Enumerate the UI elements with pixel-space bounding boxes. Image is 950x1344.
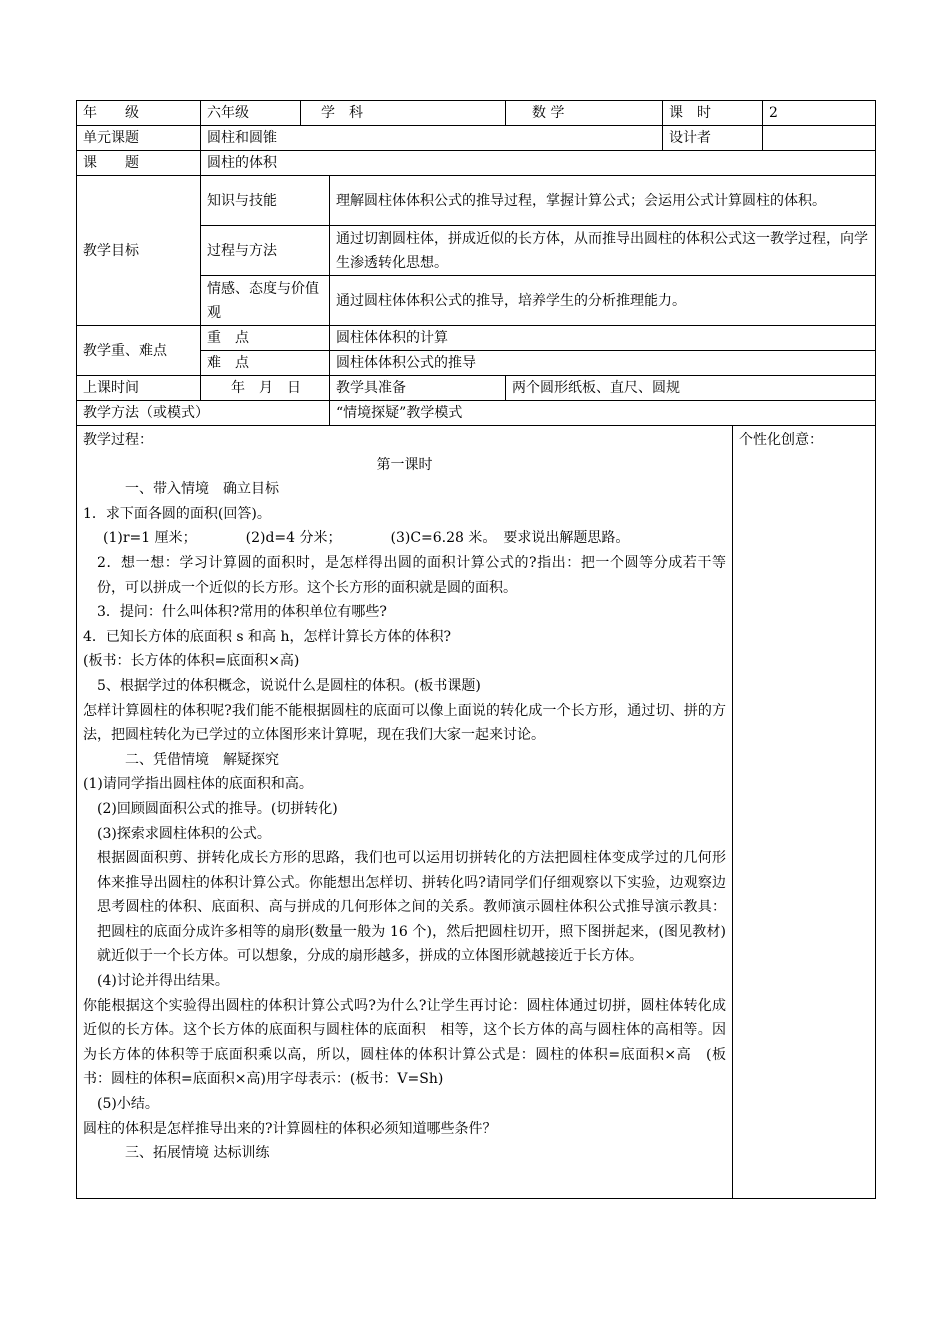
section-heading-3: 三、拓展情境 达标训练 — [125, 1145, 270, 1162]
process-line: 2．想一想：学习计算圆的面积时，是怎样得出圆的面积计算公式的?指出：把一个圆等分成若干等份，可以拼成一个近似的长方形。这个长方形的面积就是圆的面积。 — [97, 554, 726, 596]
topic-value: 圆柱的体积 — [201, 151, 876, 176]
objective-name-1: 知识与技能 — [201, 176, 330, 226]
process-line: 5、根据学过的体积概念，说说什么是圆柱的体积。(板书课题) — [97, 677, 481, 694]
creative-notes-cell — [733, 426, 876, 1199]
period-label-text: 课 时 — [669, 105, 711, 121]
key-point-label-text: 重 点 — [207, 330, 249, 346]
topic-label: 课 题 — [77, 151, 201, 176]
designer-label: 设计者 — [663, 126, 763, 151]
subject-value-text: 数 学 — [532, 105, 565, 121]
process-line: 根据圆面积剪、拼转化成长方形的思路，我们也可以运用切拼转化的方法把圆柱体变成学过的几何形体来推导出圆柱的体积计算公式。你能想出怎样切、拼转化吗?请同学们仔细观察以下实验，边观察边思考圆柱的体积、底面积、高与拼成的几何形体之间的关系。教师演示圆柱体积公式推导演示教具：把圆柱的底面分成许多相等的扇形(数量一般为 16 个)，然后把圆柱切开，照下图拼起来，(图见教材)就近似于一个长方体。可以想象，分成的扇形越多，拼成的立体图形就越接近于长方体。 — [97, 850, 726, 965]
difficult-point-label: 难 点 — [201, 351, 330, 376]
objective-name-2: 过程与方法 — [201, 226, 330, 276]
objective-text-3: 通过圆柱体体积公式的推导，培养学生的分析推理能力。 — [330, 276, 876, 326]
process-line: 3．提问：什么叫体积?常用的体积单位有哪些? — [97, 604, 387, 621]
process-line: (5)小结。 — [97, 1096, 159, 1113]
topic-row — [77, 151, 876, 176]
focus-label: 教学重、难点 — [77, 326, 201, 376]
process-row — [77, 426, 876, 1199]
process-line: (1)请同学指出圆柱体的底面积和高。 — [83, 776, 313, 793]
time-label: 上课时间 — [77, 376, 201, 401]
process-line: (3)探索求圆柱体积的公式。 — [97, 825, 271, 842]
objective-text-1: 理解圆柱体体积公式的推导过程，掌握计算公式；会运用公式计算圆柱的体积。 — [330, 176, 876, 226]
tools-value: 两个圆形纸板、直尺、圆规 — [506, 376, 876, 401]
subject-label-text: 学 科 — [321, 105, 363, 121]
objectives-label: 教学目标 — [77, 176, 201, 326]
tools-label: 教学具准备 — [330, 376, 506, 401]
process-line: (1)r=1 厘米； (2)d=4 分米； (3)C=6.28 米。 要求说出解题思路。 — [103, 530, 630, 547]
schedule-row — [77, 376, 876, 401]
objective-row-1 — [77, 176, 876, 226]
difficult-point-value: 圆柱体体积公式的推导 — [330, 351, 876, 376]
time-value — [201, 376, 330, 401]
objective-text-2: 通过切割圆柱体，拼成近似的长方体，从而推导出圆柱的体积公式这一教学过程，向学生渗透转化思想。 — [330, 226, 876, 276]
period-value: 2 — [763, 101, 876, 126]
process-line: (2)回顾圆面积公式的推导。(切拼转化) — [97, 800, 338, 817]
unit-label: 单元课题 — [77, 126, 201, 151]
key-point-label — [201, 326, 330, 351]
designer-value — [763, 126, 876, 151]
section-heading-1: 一、带入情境 确立目标 — [125, 481, 279, 498]
process-line: 4．已知长方体的底面积 s 和高 h，怎样计算长方体的体积? — [83, 628, 451, 645]
process-cell — [77, 426, 733, 1199]
lesson-plan-table — [76, 100, 876, 1199]
objective-name-3: 情感、态度与价值观 — [201, 276, 330, 326]
subject-value — [506, 101, 663, 126]
method-label: 教学方法（或模式） — [77, 401, 330, 426]
unit-row — [77, 126, 876, 151]
time-value-text: 年 月 日 — [231, 380, 301, 396]
grade-label: 年 级 — [77, 101, 201, 126]
section-heading-2: 二、凭借情境 解疑探究 — [125, 751, 279, 768]
key-point-value: 圆柱体体积的计算 — [330, 326, 876, 351]
key-point-row — [77, 326, 876, 351]
creative-notes-label: 个性化创意： — [739, 432, 823, 448]
process-line: (4)讨论并得出结果。 — [97, 973, 229, 990]
grade-value: 六年级 — [201, 101, 301, 126]
method-value: “情境探疑”教学模式 — [330, 401, 876, 426]
grade-row — [77, 101, 876, 126]
process-line: 1．求下面各圆的面积(回答)。 — [83, 505, 271, 522]
unit-value: 圆柱和圆锥 — [201, 126, 663, 151]
lesson-title: 第一课时 — [376, 456, 433, 473]
process-label: 教学过程： — [83, 432, 153, 448]
process-line: 怎样计算圆柱的体积呢?我们能不能根据圆柱的底面可以像上面说的转化成一个长方形，通过切、拼的方法，把圆柱转化为已学过的立体图形来计算呢，现在我们大家一起来讨论。 — [83, 702, 726, 744]
process-line: (板书：长方体的体积=底面积×高) — [83, 653, 300, 670]
period-label — [663, 101, 763, 126]
subject-label — [301, 101, 506, 126]
process-line: 圆柱的体积是怎样推导出来的?计算圆柱的体积必须知道哪些条件？ — [83, 1120, 497, 1137]
method-row — [77, 401, 876, 426]
process-line: 你能根据这个实验得出圆柱的体积计算公式吗?为什么?让学生再讨论：圆柱体通过切拼，圆柱体转化成近似的长方体。这个长方体的底面积与圆柱体的底面积 相等，这个长方体的高与圆柱体的高相等。因为长方体的体积等于底面积乘以高，所以，圆柱体的体积计算公式是：圆柱的体积=底面积×高 (板书：圆柱的体积=底面积×高)用字母表示：(板书：V=Sh) — [83, 997, 726, 1088]
